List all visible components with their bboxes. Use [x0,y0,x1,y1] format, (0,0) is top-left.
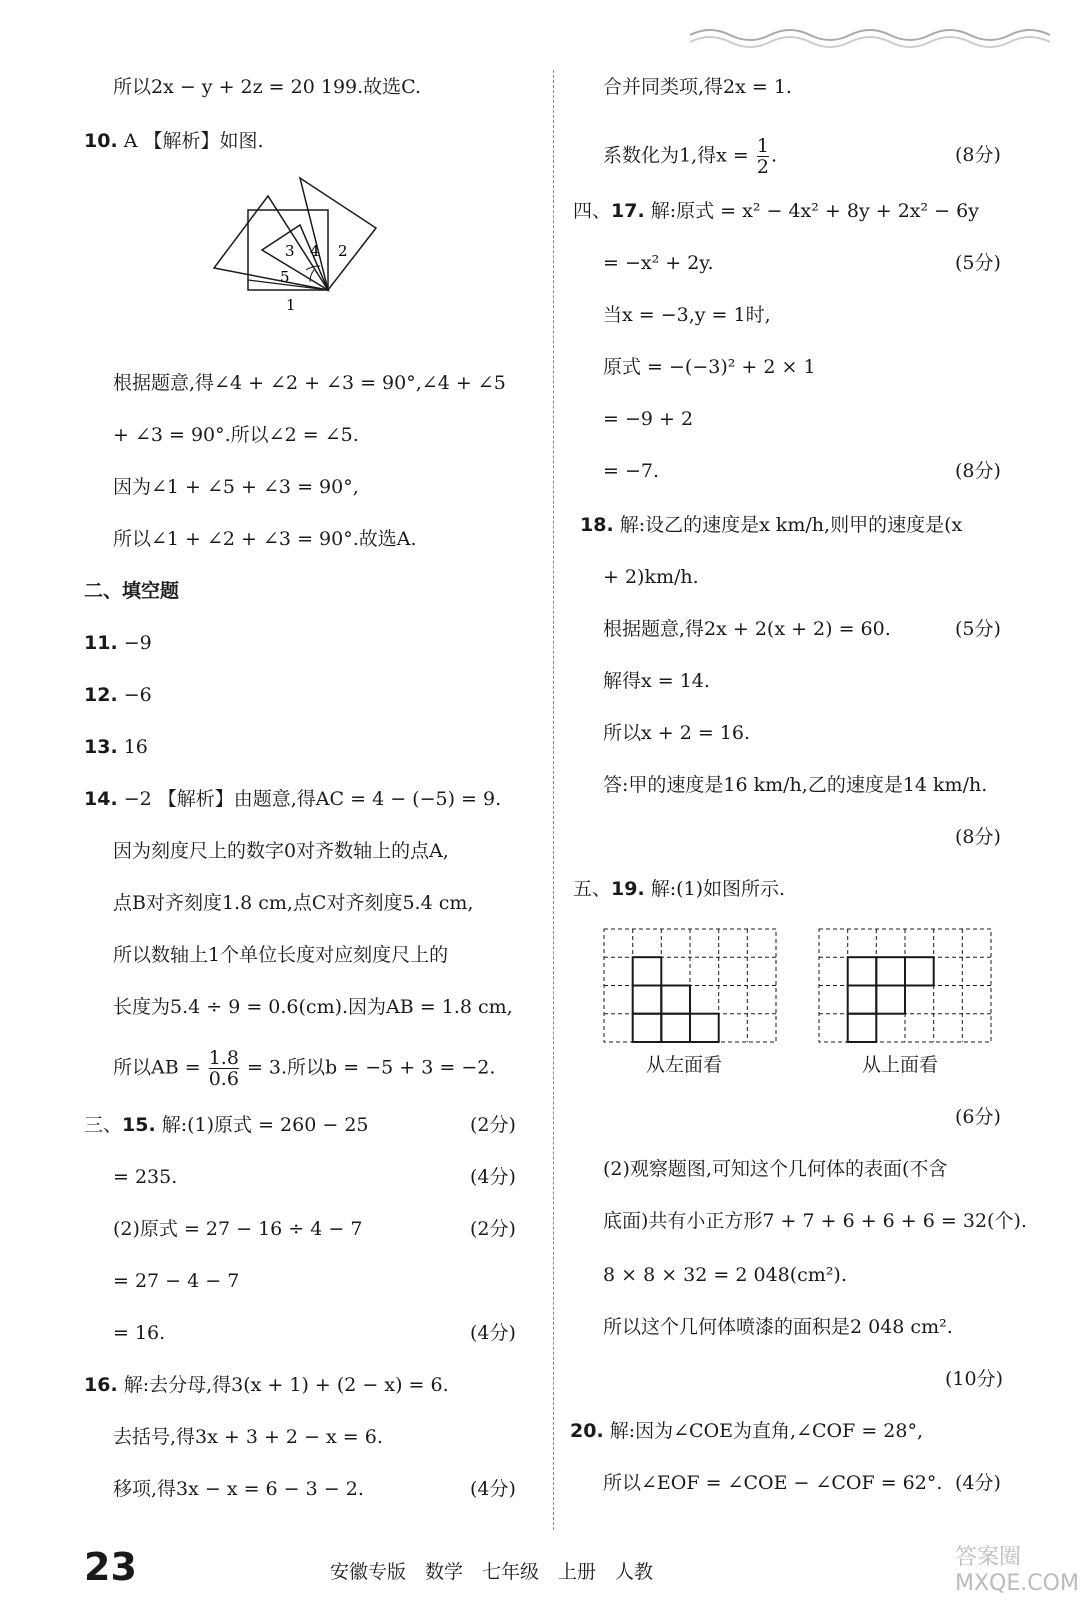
text: 所以AB = [113,1056,201,1079]
question-10 [84,128,264,154]
section-prefix: 三、 [84,1114,123,1136]
answer-line: = 16. [113,1322,166,1344]
question-number: 20. [570,1420,604,1442]
score: (4分) [955,1472,1001,1494]
answer-line-fraction [603,136,777,177]
answer-line: (2)观察题图,可知这个几何体的表面(不含 [603,1158,948,1180]
text: . [770,144,777,167]
question-number: 13. [84,736,118,758]
question-number: 16. [84,1374,118,1396]
section-heading: 二、填空题 [84,580,180,602]
answer-line: 点B对齐刻度1.8 cm,点C对齐刻度5.4 cm, [113,892,474,914]
question-answer: −6 [123,684,152,706]
score: (4分) [470,1166,516,1188]
answer-line: 所以∠EOF = ∠COE − ∠COF = 62°. [603,1472,943,1494]
grid-top-view [818,928,993,1044]
question-number: 11. [84,632,118,654]
score: (10分) [945,1368,1004,1390]
column-divider [553,70,555,1530]
footer-text: 安徽专版 数学 七年级 上册 人教 [330,1561,654,1583]
question-answer: 16 [123,736,148,758]
score: (5分) [955,618,1001,640]
question-number: 18. [580,514,614,536]
question-text: 解:因为∠COE为直角,∠COF = 28°, [609,1420,923,1442]
question-19 [573,876,785,902]
grid-left-view [603,928,778,1044]
numerator: 1.8 [208,1047,239,1069]
question-18 [580,512,962,538]
header-decoration [690,20,1060,50]
answer-line: 根据题意,得2x + 2(x + 2) = 60. [603,618,891,640]
question-answer: −2 【解析】由题意,得AC = 4 − (−5) = 9. [123,788,502,810]
answer-line: 底面)共有小正方形7 + 7 + 6 + 6 + 6 = 32(个). [603,1210,1027,1232]
answer-line: 所以x + 2 = 16. [603,722,751,744]
question-15 [84,1112,369,1138]
geometry-figure [210,170,390,340]
question-text: 解:(1)原式 = 260 − 25 [161,1114,369,1136]
answer-line: + 2)km/h. [603,566,699,588]
question-answer: −9 [123,632,152,654]
question-text: 解:设乙的速度是x km/h,则甲的速度是(x [619,514,963,536]
question-12 [84,682,152,708]
question-number: 10. [84,130,118,152]
question-number: 12. [84,684,118,706]
question-text: 解:原式 = x² − 4x² + 8y + 2x² − 6y [650,200,979,222]
answer-line: 长度为5.4 ÷ 9 = 0.6(cm).因为AB = 1.8 cm, [113,996,513,1018]
answer-line: 所以数轴上1个单位长度对应刻度尺上的 [113,944,449,966]
question-text: 解:去分母,得3(x + 1) + (2 − x) = 6. [123,1374,449,1396]
fraction [757,136,769,177]
answer-line: 移项,得3x − x = 6 − 3 − 2. [113,1478,364,1500]
page-number: 23 [84,1545,137,1589]
fraction [209,1048,239,1089]
answer-line: 因为∠1 + ∠5 + ∠3 = 90°, [113,476,359,498]
text: 系数化为1,得x = [603,144,749,167]
question-number: 17. [611,200,645,222]
score: (4分) [470,1322,516,1344]
angle-label: 5 [280,268,290,286]
answer-line: 根据题意,得∠4 + ∠2 + ∠3 = 90°,∠4 + ∠5 [113,372,506,394]
answer-line: 8 × 8 × 32 = 2 048(cm²). [603,1264,847,1286]
angle-label: 4 [310,242,320,260]
denominator: 2 [756,156,769,178]
question-text: 解:(1)如图所示. [650,878,786,900]
denominator: 0.6 [208,1068,239,1090]
angle-label: 1 [286,296,296,314]
answer-line: = −x² + 2y. [603,252,714,274]
grid-caption: 从左面看 [646,1054,723,1076]
question-11 [84,630,152,656]
question-text: A 【解析】如图. [123,130,264,152]
question-20 [570,1418,923,1444]
watermark: 答案圈 MXQE.COM [955,1545,1079,1596]
section-prefix: 四、 [573,200,612,222]
score: (5分) [955,252,1001,274]
angle-label: 2 [338,242,348,260]
section-prefix: 五、 [573,878,612,900]
answer-line: 所以2x − y + 2z = 20 199.故选C. [113,76,422,98]
question-number: 15. [122,1114,156,1136]
answer-line: 解得x = 14. [603,670,710,692]
score: (2分) [470,1114,516,1136]
answer-line: 所以这个几何体喷漆的面积是2 048 cm². [603,1316,953,1338]
score: (8分) [955,144,1001,166]
score: (2分) [470,1218,516,1240]
answer-line: 原式 = −(−3)² + 2 × 1 [603,356,816,378]
answer-line: + ∠3 = 90°.所以∠2 = ∠5. [113,424,359,446]
question-17 [573,198,979,224]
question-13 [84,734,148,760]
score: (6分) [955,1106,1001,1128]
question-14 [84,786,501,812]
answer-line: 当x = −3,y = 1时, [603,304,771,326]
answer-line: = −7. [603,460,660,482]
question-number: 14. [84,788,118,810]
text: = 3.所以b = −5 + 3 = −2. [246,1056,496,1079]
answer-line: 答:甲的速度是16 km/h,乙的速度是14 km/h. [603,774,988,796]
question-16 [84,1372,449,1398]
answer-line: (2)原式 = 27 − 16 ÷ 4 − 7 [113,1218,363,1240]
answer-line: 因为刻度尺上的数字0对齐数轴上的点A, [113,840,449,862]
score: (4分) [470,1478,516,1500]
angle-label: 3 [285,242,295,260]
score: (8分) [955,460,1001,482]
answer-line: 所以∠1 + ∠2 + ∠3 = 90°.故选A. [113,528,417,550]
grid-caption: 从上面看 [862,1054,939,1076]
question-number: 19. [611,878,645,900]
score: (8分) [955,826,1001,848]
answer-line: 合并同类项,得2x = 1. [603,76,792,98]
answer-line-fraction [113,1048,495,1089]
answer-line: 去括号,得3x + 3 + 2 − x = 6. [113,1426,383,1448]
numerator: 1 [756,135,769,157]
answer-line: = −9 + 2 [603,408,694,430]
answer-line: = 235. [113,1166,178,1188]
answer-line: = 27 − 4 − 7 [113,1270,240,1292]
